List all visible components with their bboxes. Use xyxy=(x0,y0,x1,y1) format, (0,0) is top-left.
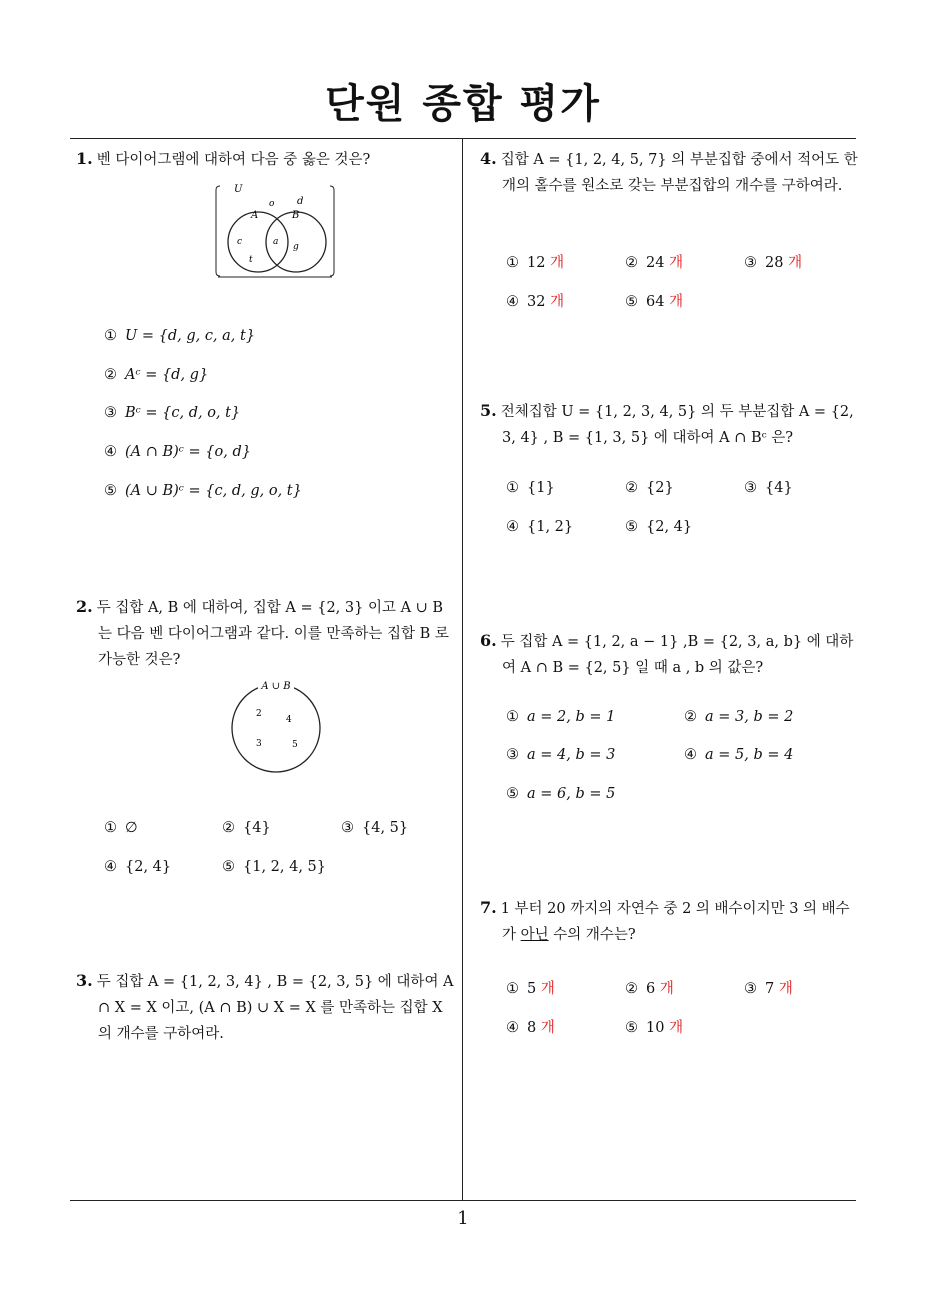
venn-label-o: o xyxy=(269,199,275,209)
q7-choice-5[interactable]: ⑤ 10 개 xyxy=(625,1020,684,1036)
question-7: 7. 1 부터 20 까지의 자연수 중 2 의 배수이지만 3 의 배수가 아닌 수의 개수는? xyxy=(480,898,850,943)
venn-diagram-q1 xyxy=(212,180,338,282)
q7-choice-2[interactable]: ② 6 개 xyxy=(625,981,674,997)
q5-choice-2[interactable]: ② {2} xyxy=(625,480,674,496)
question-5: 5. 전체집합 U = {1, 2, 3, 4, 5} 의 두 부분집합 A = {2, 3, 4} , B = {1, 3, 5} 에 대하여 A ∩ Bᶜ 은? xyxy=(480,401,854,446)
venn-number-4: 4 xyxy=(286,715,292,725)
venn-label-U: U xyxy=(234,184,243,195)
q2-choice-5[interactable]: ⑤ {1, 2, 4, 5} xyxy=(222,859,327,875)
venn-label-d: d xyxy=(297,196,304,207)
q4-choice-3[interactable]: ③ 28 개 xyxy=(744,255,803,271)
top-rule xyxy=(70,138,856,139)
q5-choice-1[interactable]: ① {1} xyxy=(506,480,555,496)
q2-choice-2[interactable]: ② {4} xyxy=(222,820,271,836)
question-5-text: 전체집합 U = {1, 2, 3, 4, 5} 의 두 부분집합 A = {2, 3, 4} , B = {1, 3, 5} 에 대하여 A ∩ Bᶜ 은? xyxy=(500,404,854,446)
q4-choice-4[interactable]: ④ 32 개 xyxy=(506,294,565,310)
q7-choice-3[interactable]: ③ 7 개 xyxy=(744,981,793,997)
question-2: 2. 두 집합 A, B 에 대하여, 집합 A = {2, 3} 이고 A ∪ B 는 다음 벤 다이어그램과 같다. 이를 만족하는 집합 B 로 가능한 것은? xyxy=(76,597,449,668)
venn-label-union: A ∪ B xyxy=(261,681,291,692)
venn-label-c: c xyxy=(237,237,243,247)
page-title: 단원 종합 평가 xyxy=(325,81,601,127)
venn-number-3: 3 xyxy=(256,739,262,749)
q2-choice-4[interactable]: ④ {2, 4} xyxy=(104,859,172,875)
venn-label-A: A xyxy=(251,210,259,221)
q4-choice-2[interactable]: ② 24 개 xyxy=(625,255,684,271)
q2-choice-1[interactable]: ① ∅ xyxy=(104,820,138,836)
venn-label-t: t xyxy=(249,255,253,265)
q6-choice-3[interactable]: ③ a = 4, b = 3 xyxy=(506,747,616,763)
q4-choice-5[interactable]: ⑤ 64 개 xyxy=(625,294,684,310)
question-4-text: 집합 A = {1, 2, 4, 5, 7} 의 부분집합 중에서 적어도 한 개의 홀수를 원소로 갖는 부분집합의 개수를 구하여라. xyxy=(500,152,858,194)
q6-choice-4[interactable]: ④ a = 5, b = 4 xyxy=(684,747,794,763)
q5-choice-4[interactable]: ④ {1, 2} xyxy=(506,519,574,535)
q5-choice-3[interactable]: ③ {4} xyxy=(744,480,793,496)
question-1: 1. 벤 다이어그램에 대하여 다음 중 옳은 것은? xyxy=(76,149,371,168)
venn-number-2: 2 xyxy=(256,709,262,719)
question-4: 4. 집합 A = {1, 2, 4, 5, 7} 의 부분집합 중에서 적어도 한 개의 홀수를 원소로 갖는 부분집합의 개수를 구하여라. xyxy=(480,149,858,194)
q7-choice-4[interactable]: ④ 8 개 xyxy=(506,1020,555,1036)
column-divider xyxy=(462,139,463,1201)
venn-label-g: g xyxy=(293,242,299,252)
question-3-text: 두 집합 A = {1, 2, 3, 4} , B = {2, 3, 5} 에 대하여 A ∩ X = X 이고, (A ∩ B) ∪ X = X 를 만족하는 집합 X 의 개수를 구하여라. xyxy=(96,974,454,1042)
venn-label-B: B xyxy=(292,210,300,221)
bottom-rule xyxy=(70,1200,856,1201)
q6-choice-1[interactable]: ① a = 2, b = 1 xyxy=(506,709,616,725)
q5-choice-5[interactable]: ⑤ {2, 4} xyxy=(625,519,693,535)
q7-choice-1[interactable]: ① 5 개 xyxy=(506,981,555,997)
venn-number-5: 5 xyxy=(292,740,298,750)
question-1-text: 벤 다이어그램에 대하여 다음 중 옳은 것은? xyxy=(96,152,371,168)
q1-choice-5[interactable]: ⑤ (A ∪ B)ᶜ = {c, d, g, o, t} xyxy=(104,483,302,499)
venn-diagram-q2 xyxy=(226,676,326,776)
q6-choice-5[interactable]: ⑤ a = 6, b = 5 xyxy=(506,786,616,802)
underlined-word: 아닌 xyxy=(520,927,549,943)
q1-choice-2[interactable]: ② Aᶜ = {d, g} xyxy=(104,367,209,383)
q2-choice-3[interactable]: ③ {4, 5} xyxy=(341,820,409,836)
question-6-text: 두 집합 A = {1, 2, a − 1} ,B = {2, 3, a, b} 에 대하여 A ∩ B = {2, 5} 일 때 a , b 의 값은? xyxy=(500,634,854,676)
venn-label-a: a xyxy=(273,237,279,247)
question-6: 6. 두 집합 A = {1, 2, a − 1} ,B = {2, 3, a, b} 에 대하여 A ∩ B = {2, 5} 일 때 a , b 의 값은? xyxy=(480,631,854,676)
question-2-text: 두 집합 A, B 에 대하여, 집합 A = {2, 3} 이고 A ∪ B 는 다음 벤 다이어그램과 같다. 이를 만족하는 집합 B 로 가능한 것은? xyxy=(96,600,449,668)
q1-choice-3[interactable]: ③ Bᶜ = {c, d, o, t} xyxy=(104,405,241,421)
question-3: 3. 두 집합 A = {1, 2, 3, 4} , B = {2, 3, 5} 에 대하여 A ∩ X = X 이고, (A ∩ B) ∪ X = X 를 만족하는 집합 X 의 개수를 구하여라. xyxy=(76,971,454,1042)
q6-choice-2[interactable]: ② a = 3, b = 2 xyxy=(684,709,794,725)
q1-choice-4[interactable]: ④ (A ∩ B)ᶜ = {o, d} xyxy=(104,444,251,460)
q1-choice-1[interactable]: ① U = {d, g, c, a, t} xyxy=(104,328,256,344)
q4-choice-1[interactable]: ① 12 개 xyxy=(506,255,565,271)
page-number: 1 xyxy=(457,1208,469,1229)
